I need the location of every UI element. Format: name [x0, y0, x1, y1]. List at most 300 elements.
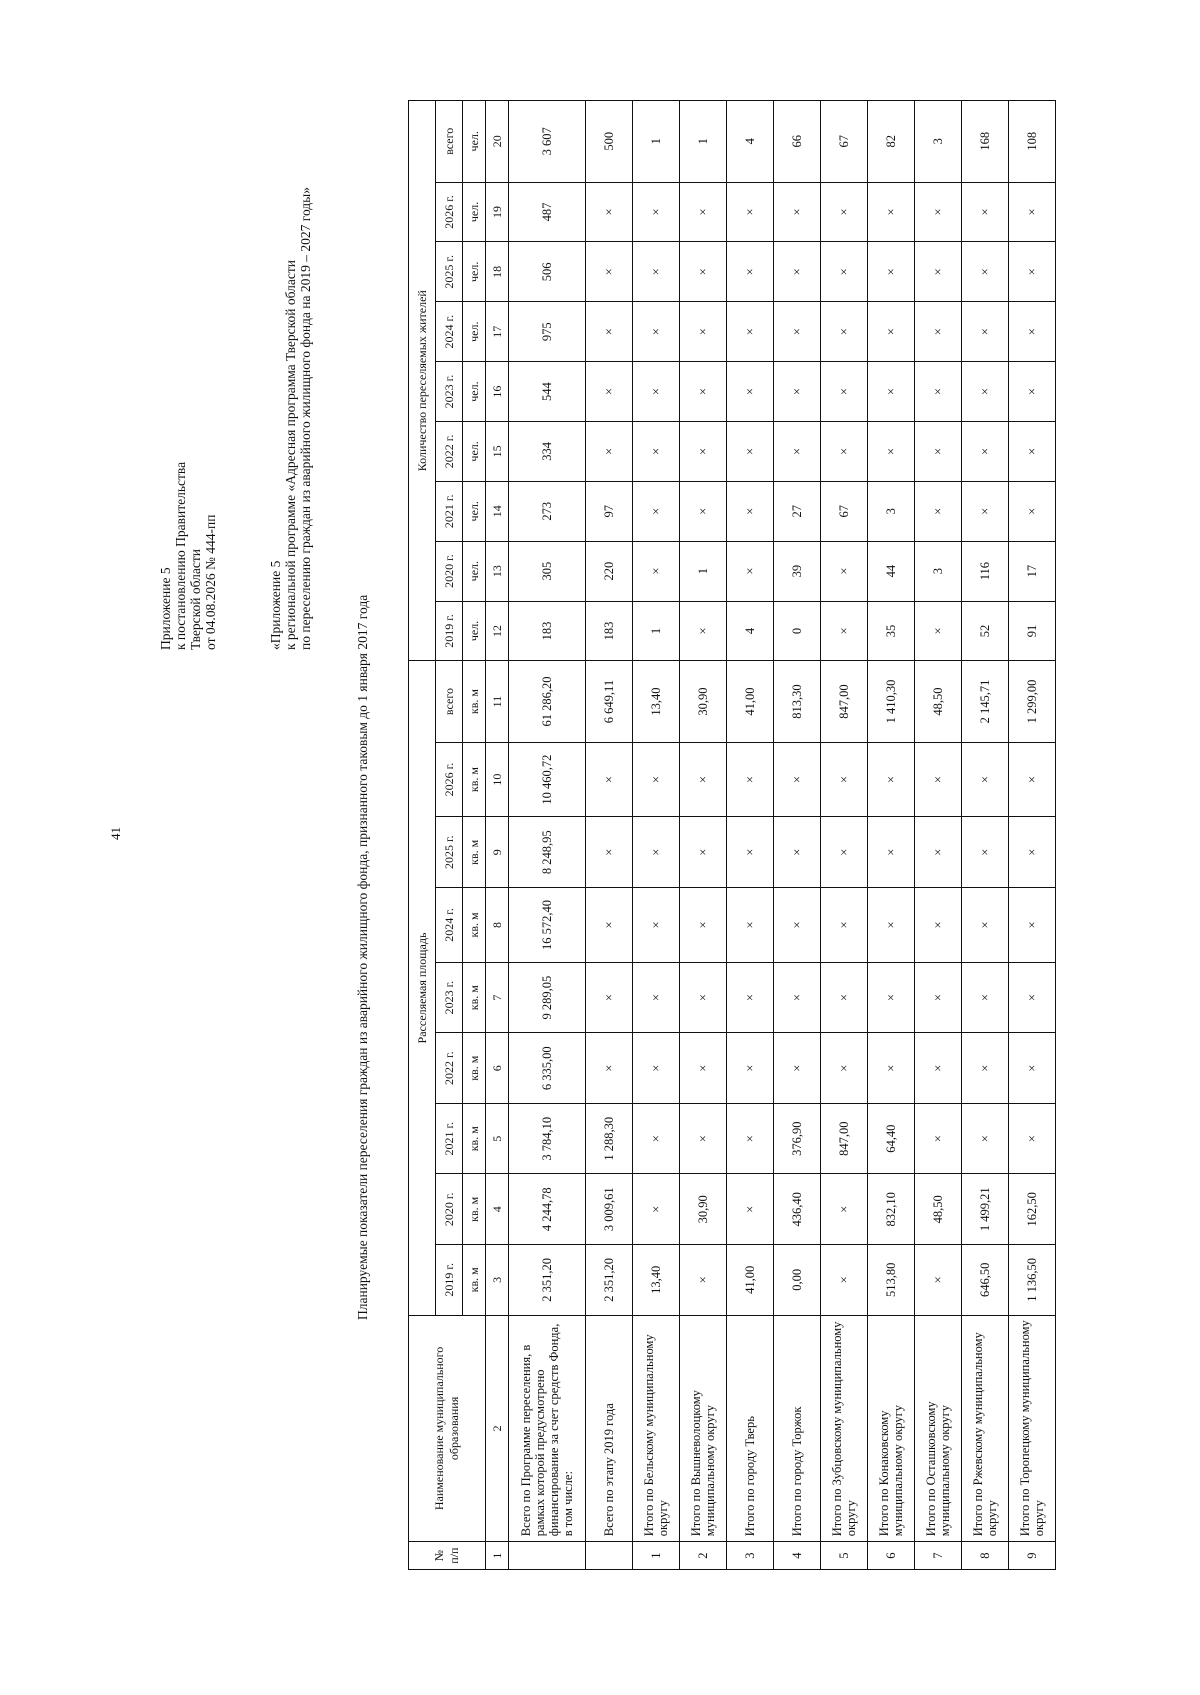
- area-cell: 41,00: [727, 661, 774, 742]
- area-cell: ×: [962, 817, 1009, 888]
- area-cell: ×: [586, 1033, 633, 1104]
- row-name: Всего по этапу 2019 года: [586, 1315, 633, 1542]
- column-number: 1: [486, 1542, 509, 1570]
- area-unit-header: кв. м: [463, 817, 486, 888]
- area-cell: ×: [774, 962, 821, 1033]
- area-cell: ×: [915, 817, 962, 888]
- people-cell: ×: [633, 302, 680, 362]
- area-cell: ×: [868, 1033, 915, 1104]
- table-row: [915, 101, 962, 1570]
- area-cell: ×: [727, 1103, 774, 1174]
- area-cell: ×: [821, 817, 868, 888]
- table-row: [509, 101, 586, 1570]
- people-cell: ×: [633, 481, 680, 541]
- people-cell: 67: [821, 481, 868, 541]
- program-ref-line: к региональной программе «Адресная программа Тверской области: [283, 259, 298, 650]
- area-cell: ×: [821, 888, 868, 963]
- area-cell: 10 460,72: [509, 742, 586, 817]
- people-cell: 3: [868, 481, 915, 541]
- area-cell: ×: [633, 962, 680, 1033]
- people-unit-header: чел.: [463, 601, 486, 661]
- people-cell: 0: [774, 601, 821, 661]
- row-name: Итого по Осташковскому муниципальному округу: [915, 1315, 962, 1542]
- area-cell: ×: [915, 1103, 962, 1174]
- row-name: Итого по Торопецкому муниципальному округу: [1009, 1315, 1056, 1542]
- people-cell: 168: [962, 101, 1009, 183]
- people-cell: ×: [1009, 182, 1056, 242]
- area-cell: ×: [680, 962, 727, 1033]
- people-year-header: 2023 г.: [436, 362, 463, 422]
- row-number: [586, 1542, 633, 1570]
- area-unit-header: кв. м: [463, 1033, 486, 1104]
- people-cell: ×: [915, 242, 962, 302]
- area-cell: 2 145,71: [962, 661, 1009, 742]
- area-unit-header: кв. м: [463, 661, 486, 742]
- people-cell: 35: [868, 601, 915, 661]
- row-number: 9: [1009, 1542, 1056, 1570]
- area-cell: ×: [633, 888, 680, 963]
- people-cell: 334: [509, 421, 586, 481]
- people-cell: ×: [680, 601, 727, 661]
- area-year-header: 2023 г.: [436, 962, 463, 1033]
- people-cell: ×: [868, 302, 915, 362]
- people-year-header: 2026 г.: [436, 182, 463, 242]
- column-number: 2: [486, 1315, 509, 1542]
- area-cell: ×: [821, 742, 868, 817]
- people-cell: ×: [586, 182, 633, 242]
- people-unit-header: чел.: [463, 541, 486, 601]
- group-area-header: Расселяемая площадь: [409, 661, 436, 1315]
- area-cell: ×: [915, 1033, 962, 1104]
- people-unit-header: чел.: [463, 362, 486, 422]
- area-cell: ×: [586, 962, 633, 1033]
- row-number: 6: [868, 1542, 915, 1570]
- people-cell: ×: [727, 481, 774, 541]
- appendix-line: к постановлению Правительства: [173, 461, 188, 650]
- people-cell: 39: [774, 541, 821, 601]
- area-cell: ×: [633, 817, 680, 888]
- row-number: 4: [774, 1542, 821, 1570]
- people-unit-header: чел.: [463, 421, 486, 481]
- people-cell: ×: [1009, 481, 1056, 541]
- area-cell: ×: [727, 888, 774, 963]
- people-unit-header: чел.: [463, 101, 486, 183]
- area-cell: ×: [633, 1033, 680, 1104]
- area-cell: 8 248,95: [509, 817, 586, 888]
- row-name: Итого по городу Тверь: [727, 1315, 774, 1542]
- area-cell: ×: [1009, 962, 1056, 1033]
- area-cell: 9 289,05: [509, 962, 586, 1033]
- area-cell: ×: [774, 817, 821, 888]
- area-unit-header: кв. м: [463, 1103, 486, 1174]
- people-unit-header: чел.: [463, 182, 486, 242]
- program-reference: [268, 187, 313, 650]
- area-year-header: 2022 г.: [436, 1033, 463, 1104]
- people-year-header: 2021 г.: [436, 481, 463, 541]
- area-cell: ×: [868, 742, 915, 817]
- area-cell: ×: [915, 1245, 962, 1316]
- row-number: 1: [633, 1542, 680, 1570]
- area-cell: 1 288,30: [586, 1103, 633, 1174]
- row-name: Итого по Вышневолоцкому муниципальному округу: [680, 1315, 727, 1542]
- row-name: Итого по Конаковскому муниципальному округу: [868, 1315, 915, 1542]
- people-cell: ×: [962, 421, 1009, 481]
- people-cell: ×: [633, 541, 680, 601]
- people-cell: ×: [727, 182, 774, 242]
- people-year-header: 2020 г.: [436, 541, 463, 601]
- col-num-header: № п/п: [409, 1542, 486, 1570]
- column-number: 8: [486, 888, 509, 963]
- area-cell: ×: [1009, 888, 1056, 963]
- area-cell: 162,50: [1009, 1174, 1056, 1245]
- area-cell: ×: [727, 1033, 774, 1104]
- people-cell: 91: [1009, 601, 1056, 661]
- people-cell: ×: [868, 362, 915, 422]
- table-row: [727, 101, 774, 1570]
- table-row: [774, 101, 821, 1570]
- row-number: 7: [915, 1542, 962, 1570]
- area-cell: ×: [586, 742, 633, 817]
- people-cell: 3 607: [509, 101, 586, 183]
- people-cell: ×: [821, 302, 868, 362]
- area-cell: ×: [633, 1174, 680, 1245]
- people-cell: ×: [680, 242, 727, 302]
- people-unit-header: чел.: [463, 302, 486, 362]
- area-cell: ×: [821, 1245, 868, 1316]
- people-cell: ×: [962, 242, 1009, 302]
- area-cell: 376,90: [774, 1103, 821, 1174]
- people-cell: 3: [915, 541, 962, 601]
- area-cell: 6 649,11: [586, 661, 633, 742]
- people-cell: ×: [727, 421, 774, 481]
- table-row: [680, 101, 727, 1570]
- people-cell: ×: [774, 242, 821, 302]
- people-cell: ×: [680, 481, 727, 541]
- column-number: 9: [486, 817, 509, 888]
- area-cell: ×: [868, 888, 915, 963]
- row-name: Всего по Программе переселения, в рамках которой предусмотрено финансирование за счет средств Фонда, в том числе:: [509, 1315, 586, 1542]
- area-unit-header: кв. м: [463, 1245, 486, 1316]
- people-cell: ×: [868, 242, 915, 302]
- people-cell: ×: [962, 302, 1009, 362]
- rotated-sheet: [0, 100, 1200, 1580]
- area-cell: ×: [868, 817, 915, 888]
- column-number: 12: [486, 601, 509, 661]
- program-ref-line: по переселению граждан из аварийного жилищного фонда на 2019 – 2027 годы»: [298, 187, 313, 650]
- people-cell: 500: [586, 101, 633, 183]
- people-cell: 82: [868, 101, 915, 183]
- row-number: 8: [962, 1542, 1009, 1570]
- people-cell: ×: [774, 302, 821, 362]
- area-cell: ×: [962, 888, 1009, 963]
- area-cell: 4 244,78: [509, 1174, 586, 1245]
- area-cell: ×: [727, 962, 774, 1033]
- area-cell: 813,30: [774, 661, 821, 742]
- area-cell: ×: [1009, 742, 1056, 817]
- area-cell: ×: [1009, 817, 1056, 888]
- area-cell: ×: [680, 1033, 727, 1104]
- people-cell: ×: [586, 242, 633, 302]
- people-cell: 220: [586, 541, 633, 601]
- column-number: 3: [486, 1245, 509, 1316]
- page-number: 41: [108, 827, 123, 840]
- people-cell: 544: [509, 362, 586, 422]
- column-number: 6: [486, 1033, 509, 1104]
- table-row: [821, 101, 868, 1570]
- area-cell: 436,40: [774, 1174, 821, 1245]
- area-cell: ×: [821, 962, 868, 1033]
- appendix-line: от 04.08.2026 № 444-пп: [203, 514, 218, 650]
- people-cell: ×: [727, 541, 774, 601]
- column-number: 15: [486, 421, 509, 481]
- area-unit-header: кв. м: [463, 888, 486, 963]
- people-cell: ×: [821, 182, 868, 242]
- area-cell: 2 351,20: [586, 1245, 633, 1316]
- people-cell: ×: [915, 601, 962, 661]
- area-cell: ×: [774, 1033, 821, 1104]
- people-cell: ×: [633, 242, 680, 302]
- area-cell: ×: [868, 962, 915, 1033]
- people-cell: 183: [509, 601, 586, 661]
- people-cell: ×: [586, 302, 633, 362]
- area-cell: 832,10: [868, 1174, 915, 1245]
- area-cell: 847,00: [821, 1103, 868, 1174]
- area-cell: ×: [962, 962, 1009, 1033]
- area-cell: ×: [727, 817, 774, 888]
- area-cell: ×: [633, 742, 680, 817]
- area-year-header: 2026 г.: [436, 742, 463, 817]
- resettlement-table: [408, 100, 1056, 1570]
- group-people-header: Количество переселяемых жителей: [409, 101, 436, 661]
- table-row: [633, 101, 680, 1570]
- column-number: 17: [486, 302, 509, 362]
- people-cell: 1: [633, 101, 680, 183]
- people-cell: ×: [915, 302, 962, 362]
- area-year-header: всего: [436, 661, 463, 742]
- row-name: Итого по Ржевскому муниципальному округу: [962, 1315, 1009, 1542]
- people-cell: ×: [1009, 421, 1056, 481]
- area-cell: ×: [915, 962, 962, 1033]
- area-cell: 13,40: [633, 1245, 680, 1316]
- people-cell: ×: [633, 421, 680, 481]
- area-cell: 41,00: [727, 1245, 774, 1316]
- people-cell: 273: [509, 481, 586, 541]
- column-number: 4: [486, 1174, 509, 1245]
- area-cell: 1 299,00: [1009, 661, 1056, 742]
- area-year-header: 2019 г.: [436, 1245, 463, 1316]
- area-cell: ×: [727, 1174, 774, 1245]
- people-cell: 183: [586, 601, 633, 661]
- table-row: [962, 101, 1009, 1570]
- appendix-line: Тверской области: [188, 549, 203, 650]
- people-cell: 116: [962, 541, 1009, 601]
- people-cell: 487: [509, 182, 586, 242]
- area-cell: ×: [774, 742, 821, 817]
- area-cell: ×: [1009, 1103, 1056, 1174]
- area-cell: ×: [821, 1174, 868, 1245]
- people-cell: ×: [915, 481, 962, 541]
- people-year-header: 2019 г.: [436, 601, 463, 661]
- people-cell: ×: [962, 362, 1009, 422]
- area-cell: 3 784,10: [509, 1103, 586, 1174]
- people-cell: 97: [586, 481, 633, 541]
- people-cell: ×: [727, 242, 774, 302]
- people-cell: 1: [633, 601, 680, 661]
- area-cell: 1 136,50: [1009, 1245, 1056, 1316]
- people-cell: ×: [821, 541, 868, 601]
- area-cell: ×: [962, 1033, 1009, 1104]
- table-row: [868, 101, 915, 1570]
- people-cell: 1: [680, 101, 727, 183]
- people-cell: ×: [868, 182, 915, 242]
- people-cell: ×: [1009, 242, 1056, 302]
- people-cell: ×: [821, 242, 868, 302]
- people-cell: ×: [680, 302, 727, 362]
- row-name: Итого по Бельскому муниципальному округу: [633, 1315, 680, 1542]
- people-year-header: всего: [436, 101, 463, 183]
- area-cell: 13,40: [633, 661, 680, 742]
- people-cell: 975: [509, 302, 586, 362]
- people-cell: ×: [962, 481, 1009, 541]
- area-year-header: 2021 г.: [436, 1103, 463, 1174]
- area-year-header: 2024 г.: [436, 888, 463, 963]
- area-cell: ×: [586, 817, 633, 888]
- area-cell: ×: [727, 742, 774, 817]
- area-cell: ×: [586, 888, 633, 963]
- people-cell: ×: [821, 362, 868, 422]
- people-unit-header: чел.: [463, 242, 486, 302]
- people-cell: 108: [1009, 101, 1056, 183]
- area-cell: 1 410,30: [868, 661, 915, 742]
- people-cell: ×: [915, 182, 962, 242]
- area-cell: ×: [962, 742, 1009, 817]
- column-number: 16: [486, 362, 509, 422]
- people-cell: ×: [586, 362, 633, 422]
- people-cell: ×: [727, 302, 774, 362]
- column-number: 7: [486, 962, 509, 1033]
- people-cell: ×: [727, 362, 774, 422]
- people-cell: ×: [915, 421, 962, 481]
- column-number: 14: [486, 481, 509, 541]
- people-cell: 66: [774, 101, 821, 183]
- program-ref-line: «Приложение 5: [268, 560, 283, 650]
- people-cell: ×: [680, 421, 727, 481]
- row-number: 5: [821, 1542, 868, 1570]
- people-cell: 52: [962, 601, 1009, 661]
- people-cell: 17: [1009, 541, 1056, 601]
- row-name: Итого по городу Торжок: [774, 1315, 821, 1542]
- col-name-header: Наименование муниципального образования: [409, 1315, 486, 1542]
- area-cell: 3 009,61: [586, 1174, 633, 1245]
- people-cell: 506: [509, 242, 586, 302]
- area-cell: 30,90: [680, 661, 727, 742]
- area-cell: ×: [633, 1103, 680, 1174]
- column-number: 18: [486, 242, 509, 302]
- column-number: 5: [486, 1103, 509, 1174]
- people-cell: ×: [633, 362, 680, 422]
- people-cell: ×: [1009, 362, 1056, 422]
- people-cell: ×: [962, 182, 1009, 242]
- people-cell: ×: [680, 182, 727, 242]
- area-cell: ×: [821, 1033, 868, 1104]
- people-cell: ×: [821, 601, 868, 661]
- area-cell: 64,40: [868, 1103, 915, 1174]
- area-year-header: 2020 г.: [436, 1174, 463, 1245]
- area-cell: 1 499,21: [962, 1174, 1009, 1245]
- area-unit-header: кв. м: [463, 742, 486, 817]
- area-cell: ×: [774, 888, 821, 963]
- table-row: [1009, 101, 1056, 1570]
- area-cell: 513,80: [868, 1245, 915, 1316]
- people-cell: ×: [680, 362, 727, 422]
- people-unit-header: чел.: [463, 481, 486, 541]
- area-cell: 847,00: [821, 661, 868, 742]
- table-title: Планируемые показатели переселения граждан из аварийного жилищного фонда, признанного таковым до 1 января 2017 года: [355, 594, 370, 1320]
- people-cell: ×: [774, 421, 821, 481]
- area-cell: 61 286,20: [509, 661, 586, 742]
- people-cell: 3: [915, 101, 962, 183]
- area-cell: ×: [962, 1103, 1009, 1174]
- people-cell: ×: [774, 182, 821, 242]
- people-year-header: 2024 г.: [436, 302, 463, 362]
- area-cell: ×: [915, 888, 962, 963]
- people-cell: 27: [774, 481, 821, 541]
- area-year-header: 2025 г.: [436, 817, 463, 888]
- people-cell: 44: [868, 541, 915, 601]
- row-number: 2: [680, 1542, 727, 1570]
- people-year-header: 2025 г.: [436, 242, 463, 302]
- people-cell: 67: [821, 101, 868, 183]
- people-cell: ×: [915, 362, 962, 422]
- people-cell: 305: [509, 541, 586, 601]
- area-cell: ×: [680, 1245, 727, 1316]
- area-cell: 0,00: [774, 1245, 821, 1316]
- area-cell: ×: [680, 817, 727, 888]
- column-number: 20: [486, 101, 509, 183]
- people-cell: ×: [633, 182, 680, 242]
- area-cell: ×: [680, 888, 727, 963]
- area-cell: 646,50: [962, 1245, 1009, 1316]
- row-number: [509, 1542, 586, 1570]
- people-cell: 1: [680, 541, 727, 601]
- people-cell: ×: [1009, 302, 1056, 362]
- column-number: 13: [486, 541, 509, 601]
- area-cell: 48,50: [915, 661, 962, 742]
- people-cell: ×: [774, 362, 821, 422]
- row-name: Итого по Зубцовскому муниципальному округу: [821, 1315, 868, 1542]
- area-cell: ×: [680, 742, 727, 817]
- people-cell: ×: [868, 421, 915, 481]
- area-cell: 30,90: [680, 1174, 727, 1245]
- appendix-header: [158, 462, 218, 650]
- area-cell: 48,50: [915, 1174, 962, 1245]
- column-number: 19: [486, 182, 509, 242]
- area-cell: 16 572,40: [509, 888, 586, 963]
- people-year-header: 2022 г.: [436, 421, 463, 481]
- people-cell: 4: [727, 601, 774, 661]
- appendix-line: Приложение 5: [158, 567, 173, 650]
- column-number: 11: [486, 661, 509, 742]
- area-cell: 2 351,20: [509, 1245, 586, 1316]
- area-unit-header: кв. м: [463, 1174, 486, 1245]
- row-number: 3: [727, 1542, 774, 1570]
- area-cell: 6 335,00: [509, 1033, 586, 1104]
- people-cell: ×: [586, 421, 633, 481]
- area-unit-header: кв. м: [463, 962, 486, 1033]
- table-row: [586, 101, 633, 1570]
- people-cell: 4: [727, 101, 774, 183]
- column-number: 10: [486, 742, 509, 817]
